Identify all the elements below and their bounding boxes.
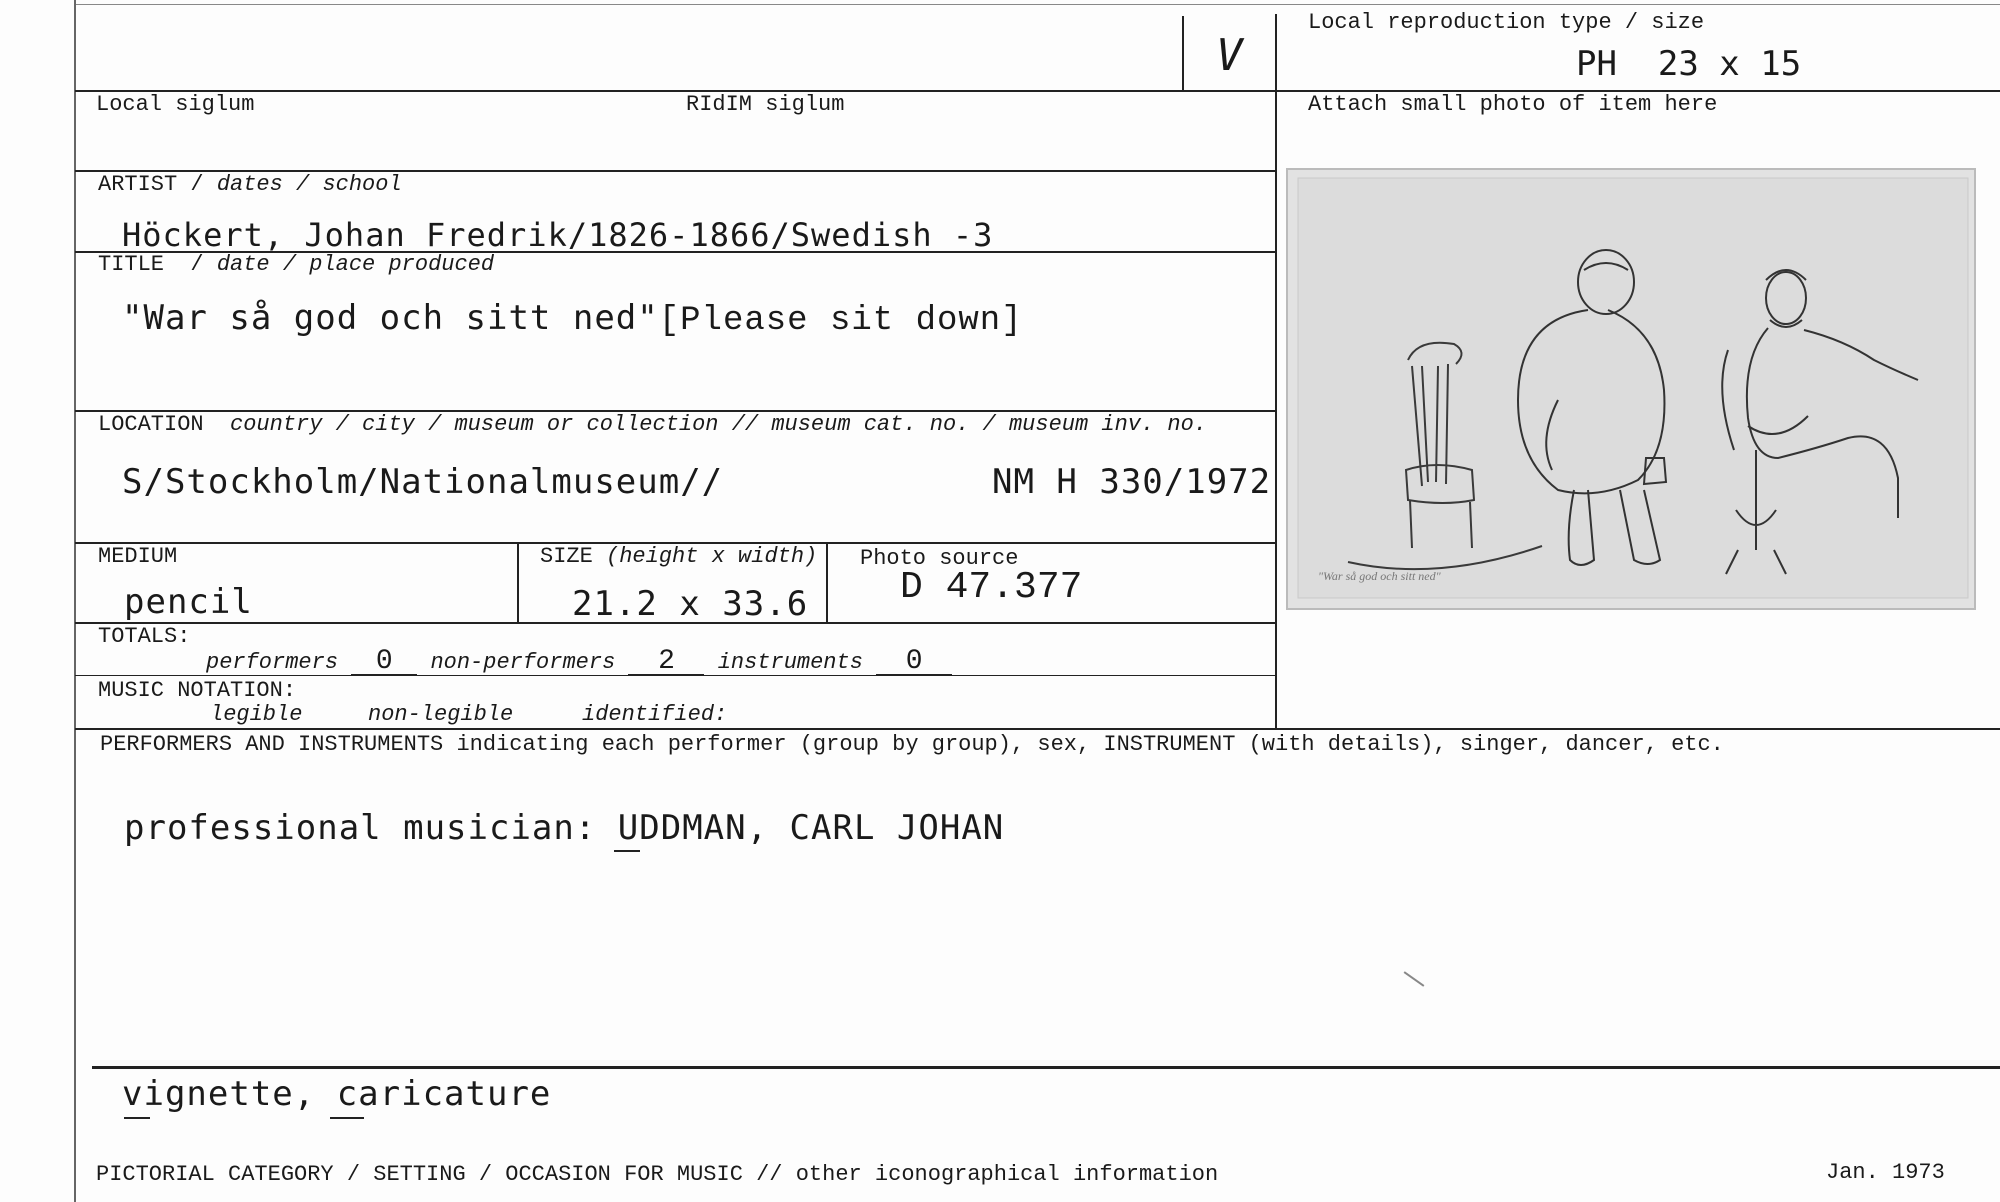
- rule-medium-size: [517, 542, 519, 622]
- title-translation: [Please sit down]: [658, 302, 1023, 340]
- ridim-siglum-label: RIdIM siglum: [686, 92, 845, 117]
- notation-non-legible: non-legible: [368, 702, 514, 727]
- size-label-sub: (height x width): [606, 544, 818, 569]
- photo-caption: "War så god och sitt ned": [1318, 569, 1441, 583]
- repro-value: PH 23 x 15: [1576, 44, 1802, 84]
- artist-label: [98, 172, 402, 197]
- pictorial-date: Jan. 1973: [1826, 1160, 1945, 1185]
- non-performers-label: non-performers: [430, 650, 616, 675]
- location-label-sub: country / city / museum or collection // museum cat. no. / museum inv. no.: [230, 412, 1207, 437]
- rule-top: [75, 4, 2000, 5]
- repro-label: Local reproduction type / size: [1308, 10, 1705, 35]
- rule-notation-bottom: [75, 728, 2000, 730]
- performers-value: professional musician: UDDMAN, CARL JOHAN: [124, 808, 1005, 848]
- location-value: S/Stockholm/Nationalmuseum//: [122, 462, 724, 502]
- title-value: [122, 298, 1023, 340]
- attached-photo: [1286, 168, 1976, 610]
- photo-attach-label: Attach small photo of item here: [1308, 92, 1718, 117]
- size-label: [540, 544, 817, 569]
- rule-check-box-left: [1182, 16, 1184, 90]
- size-label-main: SIZE: [540, 544, 593, 569]
- photo-source-value: D 47.377: [900, 566, 1083, 609]
- non-performers-value: 2: [628, 650, 704, 676]
- instruments-label: instruments: [717, 650, 863, 675]
- artist-value: Höckert, Johan Fredrik/1826-1866/Swedish -3: [122, 216, 994, 254]
- pictorial-value: vignette, caricature: [122, 1074, 552, 1114]
- location-label: [98, 412, 1207, 437]
- music-notation-label: MUSIC NOTATION:: [98, 678, 297, 703]
- pictorial-underline-1: [124, 1117, 150, 1119]
- artist-label-main: ARTIST /: [98, 172, 204, 197]
- sketch-drawing: [1288, 170, 1976, 610]
- title-label: [98, 252, 494, 277]
- pictorial-label-sub: other iconographical information: [795, 1162, 1219, 1187]
- performers-value: 0: [351, 650, 417, 676]
- title-quoted: "War så god och sitt ned": [122, 298, 659, 338]
- rule-size-photo: [826, 542, 828, 622]
- performers-label: performers: [206, 650, 339, 675]
- instruments-value: 0: [876, 650, 952, 676]
- photo-source-label: Photo source: [860, 546, 1019, 571]
- rule-left: [74, 0, 76, 1202]
- local-siglum-label: Local siglum: [96, 92, 255, 117]
- performers-underline: [614, 850, 640, 852]
- pictorial-underline-2: [330, 1117, 364, 1119]
- title-label-sub: date / place produced: [216, 252, 495, 277]
- performers-label-sub: indicating each performer (group by group), sex, INSTRUMENT (with details), singer, dancer, etc.: [456, 732, 1724, 757]
- location-label-main: LOCATION: [98, 412, 204, 437]
- rule-right-column: [1275, 14, 1277, 730]
- pictorial-label: [96, 1162, 1218, 1187]
- title-label-main: TITLE /: [98, 252, 204, 277]
- pictorial-label-main: PICTORIAL CATEGORY / SETTING / OCCASION FOR MUSIC //: [96, 1162, 783, 1187]
- medium-label: MEDIUM: [98, 544, 178, 569]
- location-inv-no: NM H 330/1972: [992, 462, 1272, 502]
- artist-label-sub: dates / school: [216, 172, 402, 197]
- rule-pictorial-top: [92, 1066, 2000, 1069]
- check-mark: V: [1216, 30, 1243, 81]
- performers-label-row: [100, 732, 1724, 757]
- performers-label-main: PERFORMERS AND INSTRUMENTS: [100, 732, 444, 757]
- notation-identified: identified:: [582, 702, 728, 727]
- size-value: 21.2 x 33.6: [572, 584, 809, 624]
- stray-mark: [1404, 971, 1425, 986]
- notation-legible: legible: [210, 702, 303, 727]
- medium-value: pencil: [124, 582, 253, 622]
- totals-row: [206, 646, 952, 677]
- totals-label: TOTALS:: [98, 624, 191, 649]
